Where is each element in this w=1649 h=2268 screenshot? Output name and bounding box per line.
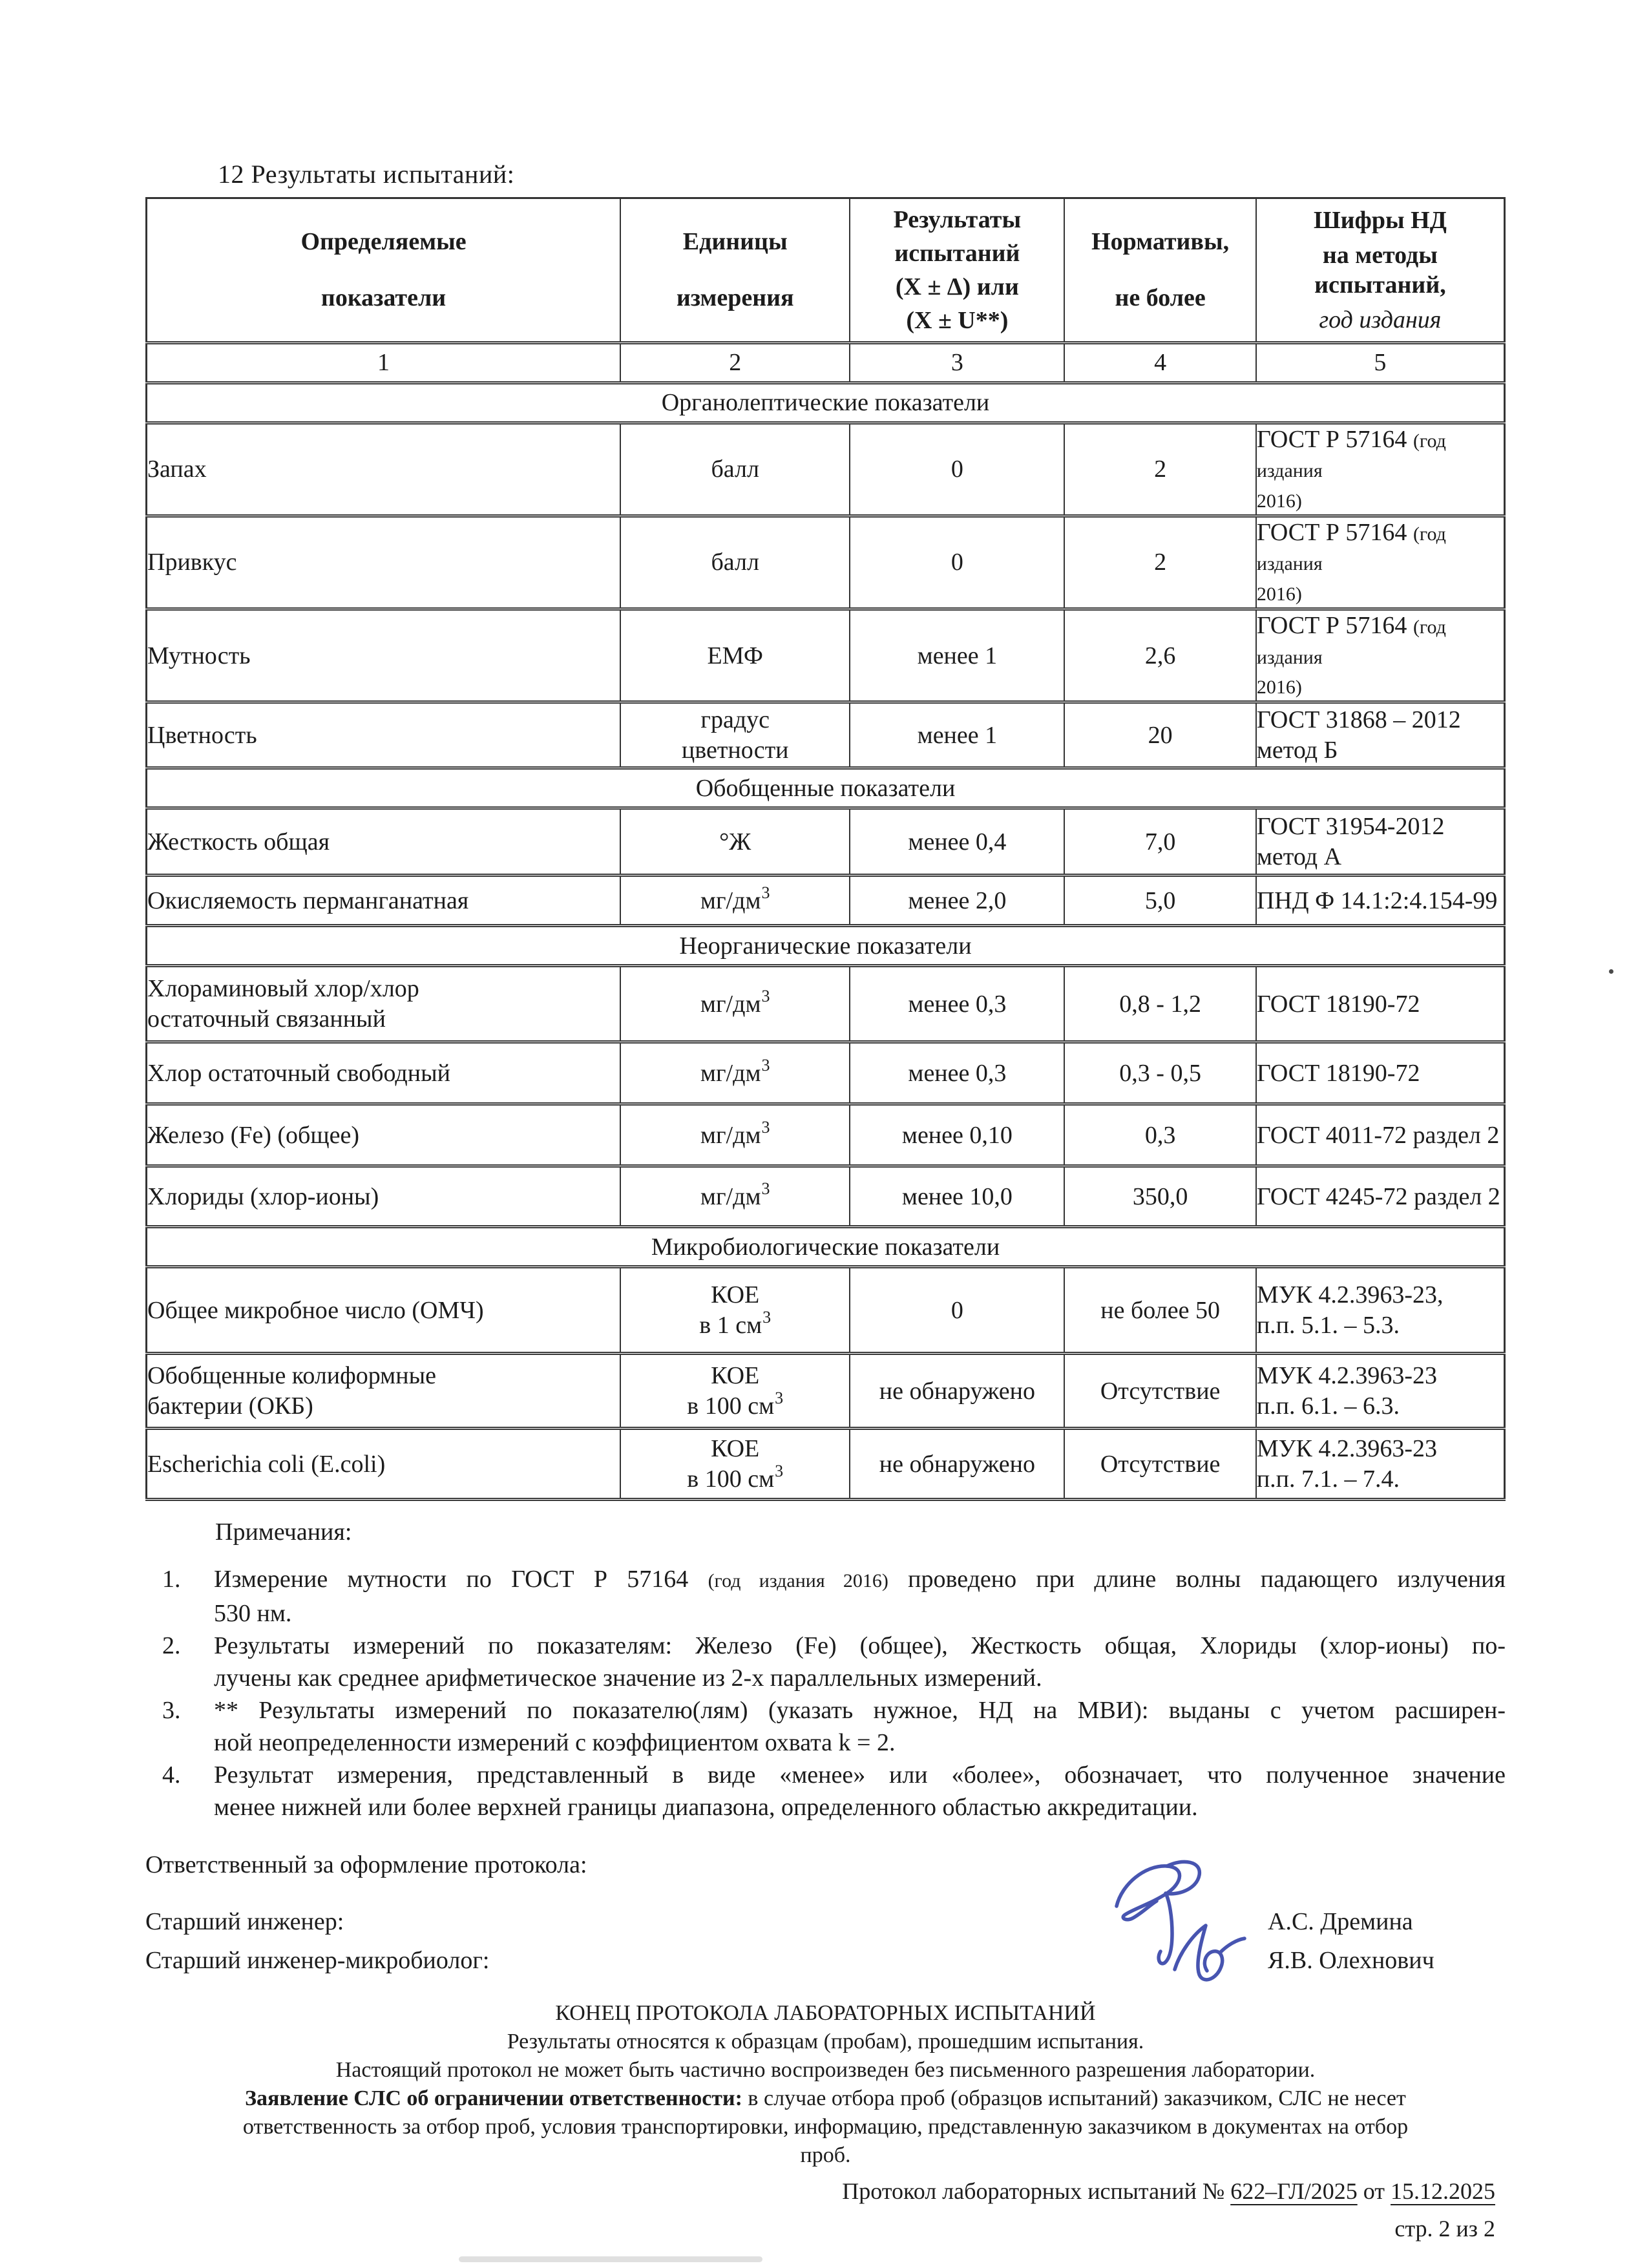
header-line: (X ± U**) <box>906 306 1009 334</box>
signature-ink <box>1105 1856 1273 2004</box>
cell-unit <box>620 1429 850 1500</box>
method-edition: (год издания <box>1256 616 1446 668</box>
param-name-line: бактерии (ОКБ) <box>147 1392 313 1420</box>
norm: 2 <box>1154 456 1167 483</box>
footer-block <box>145 1999 1506 2170</box>
table-row-zhestkost <box>147 808 1505 876</box>
note-item-3 <box>162 1694 1506 1759</box>
col-header-parameters <box>147 198 621 343</box>
cell-unit <box>620 876 850 926</box>
cell-result <box>850 1429 1064 1500</box>
signature-olekhnovich-stroke <box>1220 1938 1245 1953</box>
col-header-units <box>620 198 850 343</box>
norm: 0,3 - 0,5 <box>1119 1059 1201 1087</box>
unit-line <box>621 1461 849 1494</box>
section-header-label: Органолептические показатели <box>147 383 1505 423</box>
cell-method <box>1256 1166 1505 1227</box>
cell-norm <box>1064 808 1255 876</box>
norm: Отсутствие <box>1100 1377 1221 1405</box>
table-row-cvetnost <box>147 702 1505 768</box>
result: менее 1 <box>917 642 998 669</box>
cell-method <box>1256 1354 1505 1429</box>
cell-unit <box>620 423 850 516</box>
column-number: 3 <box>850 343 1064 383</box>
header-line: измерения <box>676 284 794 312</box>
cell-unit <box>620 1166 850 1227</box>
footer-line: ответственность за отбор проб, условия транспортировки, информацию, представленную заказчиком в документах на отбор <box>242 2115 1409 2139</box>
scan-artifact-smudge <box>459 2256 762 2262</box>
disclaimer-text: в случае отбора проб (образцов испытаний) заказчиком, СЛС не несет <box>742 2086 1406 2111</box>
signoff-row-microbiologist <box>145 1946 1506 1985</box>
norm: 350,0 <box>1132 1182 1188 1210</box>
cell-result <box>850 808 1064 876</box>
note-line: лучены как среднее арифметическое значение из 2-х параллельных измерений. <box>214 1664 1042 1692</box>
cell-method <box>1256 516 1505 609</box>
note-line <box>214 1563 1506 1597</box>
method: ГОСТ 18190-72 <box>1256 1059 1420 1087</box>
unit-superscript: 3 <box>761 986 770 1005</box>
cell-name <box>147 609 621 702</box>
unit-volume: в 100 см <box>687 1392 775 1420</box>
cell-method <box>1256 1042 1505 1104</box>
table-row-ecoli <box>147 1429 1505 1500</box>
method: ГОСТ Р 57164 <box>1256 612 1413 640</box>
unit: балл <box>711 549 759 576</box>
method: МУК 4.2.3963-23 <box>1256 1435 1438 1463</box>
note-body <box>214 1759 1506 1823</box>
cell-method <box>1256 1267 1505 1354</box>
header-line: Нормативы, <box>1091 228 1230 256</box>
cell-name <box>147 702 621 768</box>
unit-superscript: 3 <box>762 1307 772 1327</box>
header-line: Единицы <box>682 228 788 256</box>
unit: мг/дм <box>700 990 761 1018</box>
method-clauses: п.п. 5.1. – 5.3. <box>1256 1311 1400 1339</box>
table-row-okislyaemost <box>147 876 1505 926</box>
table-row-privkus <box>147 516 1505 609</box>
cell-name <box>147 1354 621 1429</box>
protocol-reference-line <box>145 2178 1506 2205</box>
table-row-omch <box>147 1267 1505 1354</box>
param-name: Escherichia coli (E.coli) <box>147 1450 386 1478</box>
norm: 5,0 <box>1144 887 1176 914</box>
cell-norm <box>1064 966 1255 1042</box>
method-variant: метод А <box>1256 843 1342 870</box>
section-header-microbiological <box>147 1227 1505 1267</box>
method: МУК 4.2.3963-23, <box>1256 1281 1444 1309</box>
cell-method <box>1256 702 1505 768</box>
signoff-row-engineer <box>145 1907 1506 1946</box>
result: менее 0,4 <box>908 828 1007 856</box>
note-text: проведено при длине волны падающего излучения <box>888 1566 1506 1593</box>
protocol-middle: от <box>1357 2178 1391 2205</box>
note-body <box>214 1563 1506 1630</box>
method: ПНД Ф 14.1:2:4.154-99 <box>1256 887 1498 914</box>
cell-name <box>147 1166 621 1227</box>
header-line: Результаты <box>893 205 1022 233</box>
method: ГОСТ 31954-2012 <box>1256 813 1445 841</box>
result: 0 <box>951 456 963 483</box>
cell-name <box>147 1104 621 1166</box>
method-edition-year: 2016) <box>1256 676 1302 698</box>
cell-name <box>147 1042 621 1104</box>
param-name: Железо (Fe) (общее) <box>147 1121 360 1149</box>
note-line: ной неопределенности измерений с коэффициентом охвата k = 2. <box>214 1729 896 1757</box>
result: менее 0,3 <box>908 1059 1007 1087</box>
unit-volume: в 1 см <box>699 1311 762 1339</box>
unit: мг/дм <box>700 1121 761 1149</box>
unit-line: КОЕ <box>711 1435 760 1463</box>
table-row-mutnost <box>147 609 1505 702</box>
note-line: менее нижней или более верхней границы диапазона, определенного областью аккредитации. <box>214 1794 1198 1822</box>
header-line: Определяемые <box>300 228 467 256</box>
notes-list <box>162 1563 1506 1823</box>
cell-norm <box>1064 609 1255 702</box>
method: ГОСТ 18190-72 <box>1256 990 1420 1018</box>
cell-norm <box>1064 702 1255 768</box>
header-line: (X ± Δ) или <box>895 273 1019 300</box>
cell-norm <box>1064 423 1255 516</box>
cell-result <box>850 1166 1064 1227</box>
signoff-block <box>145 1851 1506 1985</box>
cell-norm <box>1064 1166 1255 1227</box>
cell-norm <box>1064 1354 1255 1429</box>
cell-unit <box>620 609 850 702</box>
microbiologist-label: Старший инженер-микробиолог: <box>145 1947 490 1975</box>
cell-norm <box>1064 1267 1255 1354</box>
table-row-okb <box>147 1354 1505 1429</box>
footer-line <box>145 2084 1506 2113</box>
cell-result <box>850 966 1064 1042</box>
param-name-line: Обобщенные колиформные <box>147 1362 436 1390</box>
table-header-row <box>147 198 1505 343</box>
scan-artifact-dot <box>1609 969 1613 974</box>
cell-unit <box>620 966 850 1042</box>
note-marker: 4. <box>162 1761 181 1789</box>
param-name-line: остаточный связанный <box>147 1005 386 1033</box>
cell-norm <box>1064 1429 1255 1500</box>
unit: ЕМФ <box>707 642 763 669</box>
cell-result <box>850 1267 1064 1354</box>
norm: 0,3 <box>1144 1121 1176 1149</box>
result: менее 0,10 <box>901 1121 1013 1149</box>
cell-name <box>147 516 621 609</box>
footer-line: Настоящий протокол не может быть частично воспроизведен без письменного разрешения лаборатории. <box>335 2058 1316 2083</box>
cell-norm <box>1064 876 1255 926</box>
method: МУК 4.2.3963-23 <box>1256 1362 1438 1390</box>
page-number: стр. 2 из 2 <box>1394 2216 1495 2242</box>
column-number: 1 <box>147 343 621 383</box>
unit: мг/дм <box>700 1059 761 1087</box>
note-marker: 2. <box>162 1632 181 1660</box>
col-header-norms <box>1064 198 1255 343</box>
result: менее 10,0 <box>901 1182 1013 1210</box>
norm: 0,8 - 1,2 <box>1119 990 1201 1018</box>
param-name: Привкус <box>147 549 237 576</box>
param-name: Хлориды (хлор-ионы) <box>147 1182 379 1210</box>
cell-result <box>850 609 1064 702</box>
unit-volume: в 100 см <box>687 1465 775 1493</box>
result: не обнаружено <box>879 1377 1035 1405</box>
param-name: Цветность <box>147 721 257 749</box>
unit: балл <box>711 456 759 483</box>
section-header-inorganic <box>147 926 1505 966</box>
signature-olekhnovich-stroke <box>1175 1926 1223 1980</box>
result: 0 <box>951 549 963 576</box>
unit-superscript: 3 <box>761 1055 770 1075</box>
cell-unit <box>620 1354 850 1429</box>
note-marker: 1. <box>162 1566 181 1593</box>
cell-name <box>147 808 621 876</box>
norm: Отсутствие <box>1100 1450 1221 1478</box>
result: менее 0,3 <box>908 990 1007 1018</box>
method: ГОСТ Р 57164 <box>1256 519 1413 547</box>
cell-norm <box>1064 1042 1255 1104</box>
method-edition-year: 2016) <box>1256 583 1302 605</box>
result: не обнаружено <box>879 1450 1035 1478</box>
param-name: Мутность <box>147 642 251 669</box>
cell-name <box>147 423 621 516</box>
cell-method <box>1256 609 1505 702</box>
note-marker: 3. <box>162 1697 181 1725</box>
cell-result <box>850 1354 1064 1429</box>
protocol-date: 15.12.2025 <box>1391 2178 1495 2205</box>
method: ГОСТ 31868 – 2012 <box>1256 706 1461 734</box>
table-row-zapah <box>147 423 1505 516</box>
note-text-small: (год издания 2016) <box>708 1570 888 1592</box>
cell-unit <box>620 1104 850 1166</box>
section-header-label: Микробиологические показатели <box>147 1227 1505 1267</box>
table-row-zhelezo <box>147 1104 1505 1166</box>
param-name: Окисляемость перманганатная <box>147 887 469 914</box>
header-line: на методы испытаний, <box>1314 241 1446 299</box>
param-name: Хлор остаточный свободный <box>147 1059 450 1087</box>
protocol-prefix: Протокол лабораторных испытаний № <box>842 2178 1231 2205</box>
unit-line: КОЕ <box>711 1362 760 1390</box>
note-line: ** Результаты измерений по показателю(лям) (указать нужное, НД на МВИ): выданы с учетом расширен- <box>214 1697 1506 1725</box>
unit-line: цветности <box>681 736 789 764</box>
cell-method <box>1256 1104 1505 1166</box>
norm: 7,0 <box>1144 828 1176 856</box>
note-line: Результат измерения, представленный в виде «менее» или «более», обозначает, что полученное значение <box>214 1761 1506 1789</box>
method: ГОСТ 4011-72 раздел 2 <box>1256 1121 1500 1149</box>
cell-name <box>147 966 621 1042</box>
note-body <box>214 1694 1506 1759</box>
cell-unit <box>620 516 850 609</box>
method-edition: (год издания <box>1256 430 1446 482</box>
section-title: 12 Результаты испытаний: <box>218 160 515 189</box>
unit: мг/дм <box>700 1182 761 1210</box>
column-number: 2 <box>620 343 850 383</box>
result: менее 1 <box>917 721 998 749</box>
unit-line: КОЕ <box>711 1281 760 1309</box>
note-body <box>214 1630 1506 1694</box>
cell-method <box>1256 1429 1505 1500</box>
unit-line <box>621 1388 849 1421</box>
header-line-italic: год издания <box>1319 306 1442 333</box>
unit-line <box>621 1307 849 1340</box>
unit-superscript: 3 <box>761 883 770 902</box>
cell-result <box>850 876 1064 926</box>
cell-norm <box>1064 1104 1255 1166</box>
note-line: Результаты измерений по показателям: Железо (Fe) (общее), Жесткость общая, Хлориды (хлор-ионы) по- <box>214 1632 1506 1660</box>
cell-result <box>850 1104 1064 1166</box>
section-header-label: Неорганические показатели <box>147 926 1505 966</box>
section-header-label: Обобщенные показатели <box>147 768 1505 808</box>
engineer-name: А.С. Дремина <box>1268 1908 1413 1936</box>
result: менее 2,0 <box>908 887 1007 914</box>
footer-line: Результаты относятся к образцам (пробам), прошедшим испытания. <box>507 2030 1144 2054</box>
cell-name <box>147 876 621 926</box>
method-clauses: п.п. 7.1. – 7.4. <box>1256 1465 1400 1493</box>
method: ГОСТ 4245-72 раздел 2 <box>1256 1182 1500 1210</box>
footer-line: проб. <box>800 2143 851 2168</box>
cell-unit <box>620 1042 850 1104</box>
col-header-method-codes <box>1256 198 1505 343</box>
note-item-1 <box>162 1563 1506 1630</box>
disclaimer-lead: Заявление СЛС об ограничении ответственности: <box>245 2086 742 2111</box>
norm: не более 50 <box>1100 1296 1220 1324</box>
cell-name <box>147 1429 621 1500</box>
cell-result <box>850 516 1064 609</box>
method: ГОСТ Р 57164 <box>1256 426 1413 453</box>
table-row-chlor-svobodny <box>147 1042 1505 1104</box>
unit: °Ж <box>719 828 751 856</box>
result: 0 <box>951 1296 963 1324</box>
method-clauses: п.п. 6.1. – 6.3. <box>1256 1392 1400 1420</box>
section-header-organoleptic <box>147 383 1505 423</box>
method-edition: (год издания <box>1256 523 1446 575</box>
norm: 2,6 <box>1144 642 1176 669</box>
header-line: показатели <box>320 284 446 312</box>
unit: мг/дм <box>700 887 761 914</box>
cell-norm <box>1064 516 1255 609</box>
norm: 2 <box>1154 549 1167 576</box>
results-table <box>145 197 1506 1501</box>
cell-name <box>147 1267 621 1354</box>
param-name-line: Хлораминовый хлор/хлор <box>147 975 419 1003</box>
table-row-chloridy <box>147 1166 1505 1227</box>
cell-method <box>1256 966 1505 1042</box>
cell-method <box>1256 808 1505 876</box>
method-variant: метод Б <box>1256 736 1338 764</box>
method-edition-year: 2016) <box>1256 490 1302 512</box>
cell-method <box>1256 876 1505 926</box>
end-of-protocol-line: КОНЕЦ ПРОТОКОЛА ЛАБОРАТОРНЫХ ИСПЫТАНИЙ <box>555 2001 1096 2026</box>
header-line: Шифры НД <box>1313 207 1447 235</box>
cell-unit <box>620 702 850 768</box>
note-text: Измерение мутности по ГОСТ Р 57164 <box>214 1566 708 1593</box>
unit-superscript: 3 <box>761 1117 770 1137</box>
microbiologist-name: Я.В. Олехнович <box>1268 1947 1434 1975</box>
cell-method <box>1256 423 1505 516</box>
section-header-generalized <box>147 768 1505 808</box>
column-number: 5 <box>1256 343 1505 383</box>
responsible-label: Ответственный за оформление протокола: <box>145 1851 587 1879</box>
cell-result <box>850 702 1064 768</box>
table-row-chloramin <box>147 966 1505 1042</box>
notes-title: Примечания: <box>215 1518 352 1546</box>
col-header-results <box>850 198 1064 343</box>
param-name: Общее микробное число (ОМЧ) <box>147 1296 484 1324</box>
param-name: Запах <box>147 456 207 483</box>
note-item-4 <box>162 1759 1506 1823</box>
column-numbers-row <box>147 343 1505 383</box>
unit-line: градус <box>700 706 770 734</box>
note-item-2 <box>162 1630 1506 1694</box>
param-name: Жесткость общая <box>147 828 330 856</box>
engineer-label: Старший инженер: <box>145 1908 344 1936</box>
cell-unit <box>620 808 850 876</box>
cell-result <box>850 423 1064 516</box>
cell-unit <box>620 1267 850 1354</box>
header-line: не более <box>1115 284 1206 312</box>
note-line: 530 нм. <box>214 1600 292 1628</box>
header-line: испытаний <box>894 239 1020 267</box>
protocol-number: 622–ГЛ/2025 <box>1230 2178 1358 2205</box>
column-number: 4 <box>1064 343 1255 383</box>
unit-superscript: 3 <box>761 1179 770 1198</box>
unit-superscript: 3 <box>775 1388 784 1407</box>
cell-result <box>850 1042 1064 1104</box>
unit-superscript: 3 <box>775 1461 784 1480</box>
norm: 20 <box>1148 721 1173 749</box>
